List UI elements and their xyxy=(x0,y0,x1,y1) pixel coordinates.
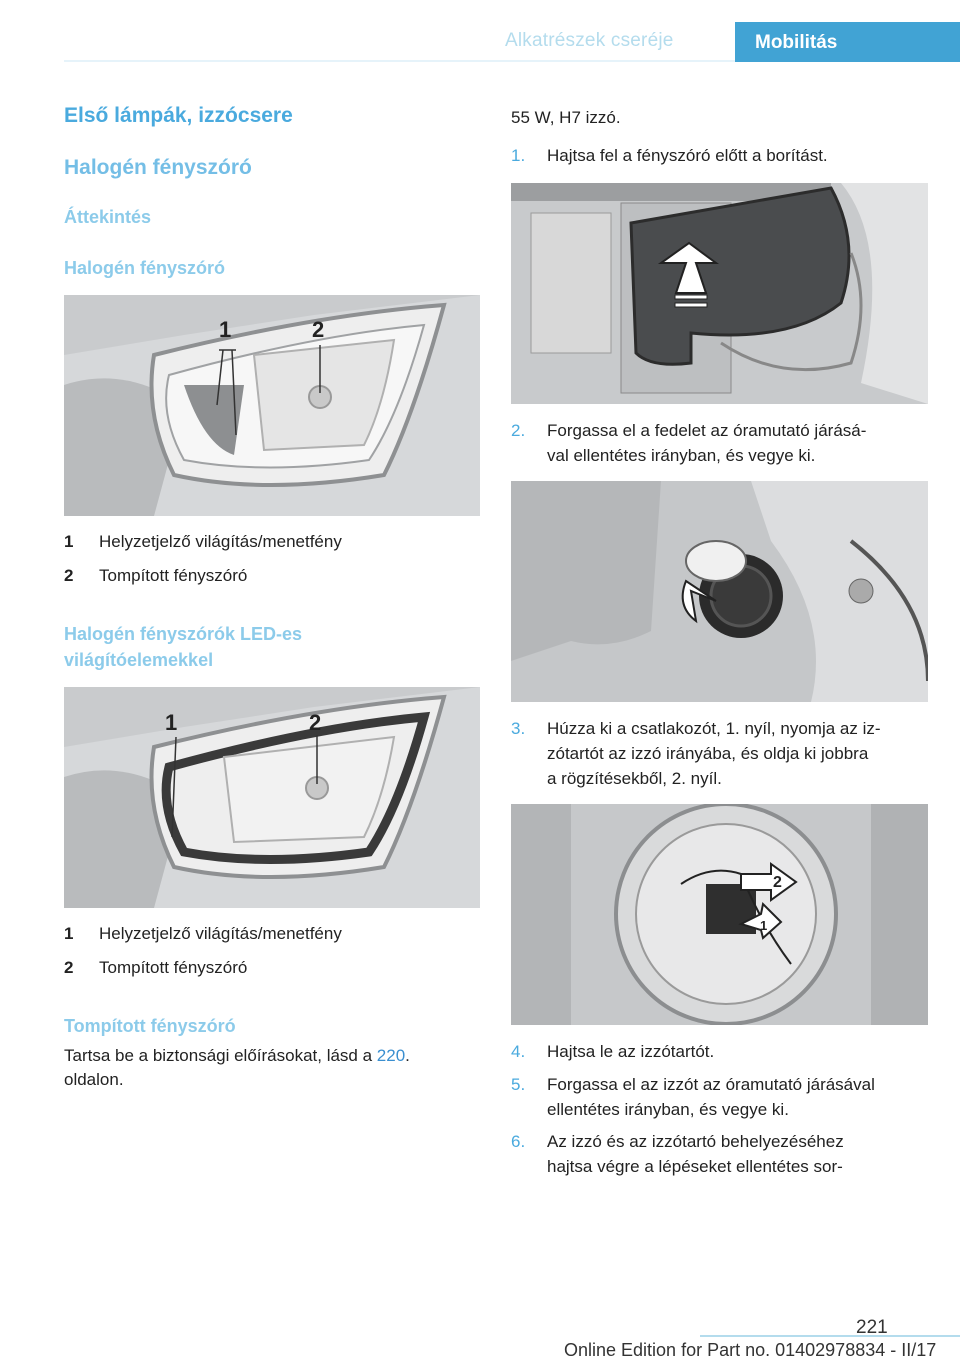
para-text-2: oldalon. xyxy=(64,1070,124,1089)
step-number: 3. xyxy=(511,719,526,738)
subheading-lowbeam: Tompított fényszóró xyxy=(64,1016,236,1036)
fig5-label-2: 2 xyxy=(773,874,782,891)
heading-overview: Áttekintés xyxy=(64,207,152,227)
para-text: Tartsa be a biztonsági előírásokat, lásd a xyxy=(64,1046,377,1065)
fig5-label-1: 1 xyxy=(760,918,768,933)
subheading-led-1: Halogén fényszórók LED-es xyxy=(64,624,303,644)
legend-text: Tompított fényszóró xyxy=(99,566,248,585)
page-number: 221 xyxy=(856,1317,888,1338)
fig1-label-1: 1 xyxy=(219,317,232,342)
cap-figure xyxy=(511,481,928,702)
headlight-figure-1 xyxy=(64,295,480,516)
step-text: Hajtsa fel a fényszóró előtt a borítást. xyxy=(547,146,828,165)
subheading-led-2: világítóelemekkel xyxy=(64,650,214,670)
step-text: Hajtsa le az izzótartót. xyxy=(547,1042,715,1061)
step-number: 4. xyxy=(511,1042,526,1061)
legend-num: 2 xyxy=(64,958,74,977)
bulbholder-figure xyxy=(511,804,928,1025)
fig1-label-2: 2 xyxy=(312,317,325,342)
edition-note: Online Edition for Part no. 01402978834 - II/17 xyxy=(564,1340,937,1360)
step-text: Húzza ki a csatlakozót, 1. nyíl, nyomja az iz- zótartót az izzó irányába, és oldja ki jobbra a rögzítésekből, 2. nyíl. xyxy=(547,719,881,788)
step-text: Forgassa el az izzót az óramutató járásával ellentétes irányban, és vegye ki. xyxy=(547,1075,875,1119)
legend-num: 1 xyxy=(64,924,74,943)
para-period: . xyxy=(405,1046,410,1065)
safety-paragraph xyxy=(64,1044,484,1092)
headlight-figure-2 xyxy=(64,687,480,908)
step-number: 2. xyxy=(511,421,526,440)
legend-num: 1 xyxy=(64,532,74,551)
legend-num: 2 xyxy=(64,566,74,585)
step-number: 6. xyxy=(511,1132,526,1151)
step-number: 1. xyxy=(511,146,526,165)
footer-rule xyxy=(700,1335,960,1337)
heading-halogen: Halogén fényszóró xyxy=(64,156,252,179)
legend-text: Helyzetjelző világítás/menetfény xyxy=(99,532,342,551)
step-text: Forgassa el a fedelet az óramutató járásá- val ellentétes irányban, és vegye ki. xyxy=(547,421,867,465)
page-link[interactable]: 220 xyxy=(376,1046,406,1065)
fig2-label-2: 2 xyxy=(309,710,322,735)
bulb-spec: 55 W, H7 izzó. xyxy=(511,108,621,127)
subheading-halogen: Halogén fényszóró xyxy=(64,258,226,278)
fig2-label-1: 1 xyxy=(165,710,178,735)
step-number: 5. xyxy=(511,1075,526,1094)
legend-text: Helyzetjelző világítás/menetfény xyxy=(99,924,342,943)
step-text: Az izzó és az izzótartó behelyezéséhez hajtsa végre a lépéseket ellentétes sor- xyxy=(547,1132,844,1176)
chapter-title: Alkatrészek cseréje xyxy=(505,30,674,51)
section-tab[interactable]: Mobilitás xyxy=(735,22,960,62)
heading-main: Első lámpák, izzócsere xyxy=(64,104,293,127)
legend-text: Tompított fényszóró xyxy=(99,958,248,977)
cover-figure xyxy=(511,183,928,404)
